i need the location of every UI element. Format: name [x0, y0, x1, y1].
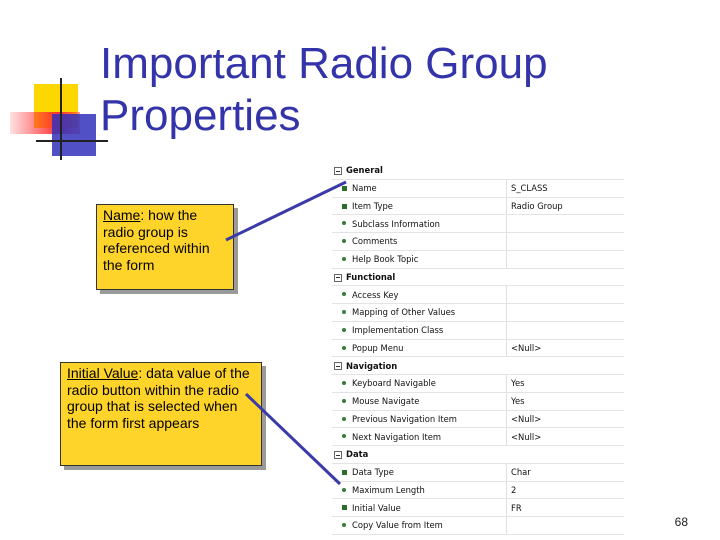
property-row[interactable]	[332, 499, 624, 517]
column-divider	[506, 340, 507, 357]
callout-name	[96, 204, 234, 290]
property-row[interactable]	[332, 251, 624, 269]
property-bullet-icon	[342, 239, 346, 243]
column-divider	[506, 198, 507, 215]
decorative-vertical-line	[60, 78, 62, 160]
property-name: Item Type	[352, 200, 393, 211]
column-divider	[506, 304, 507, 321]
property-bullet-icon	[342, 417, 346, 421]
property-value[interactable]: Yes	[511, 378, 525, 389]
collapse-icon[interactable]	[334, 167, 342, 175]
pointer-line-name	[226, 182, 346, 240]
property-group-header[interactable]	[332, 357, 624, 375]
property-value[interactable]: <Null>	[511, 413, 542, 424]
property-name: Data Type	[352, 467, 394, 478]
property-row[interactable]	[332, 304, 624, 322]
column-divider	[506, 215, 507, 232]
decorative-blue-square	[52, 114, 96, 156]
property-row[interactable]	[332, 464, 624, 482]
property-bullet-icon	[342, 257, 346, 261]
column-divider	[506, 322, 507, 339]
property-name: Name	[352, 183, 377, 194]
callout-initial-value-keyword: Initial Value	[67, 365, 139, 381]
property-value[interactable]: <Null>	[511, 342, 542, 353]
property-row[interactable]	[332, 393, 624, 411]
property-row[interactable]	[332, 517, 624, 535]
column-divider	[506, 375, 507, 392]
property-row[interactable]	[332, 411, 624, 429]
property-row[interactable]	[332, 215, 624, 233]
property-row[interactable]	[332, 340, 624, 358]
property-name: Navigation	[346, 360, 398, 371]
callout-name-text: : how the radio group is referenced within the form	[103, 207, 210, 273]
callout-name-keyword: Name	[103, 207, 141, 223]
property-row[interactable]	[332, 428, 624, 446]
property-name: Copy Value from Item	[352, 520, 443, 531]
column-divider	[506, 464, 507, 481]
property-bullet-icon	[342, 328, 346, 332]
column-divider	[506, 286, 507, 303]
property-name: General	[346, 165, 383, 176]
property-name: Comments	[352, 236, 398, 247]
property-value[interactable]: Char	[511, 467, 531, 478]
property-name: Functional	[346, 271, 396, 282]
collapse-icon[interactable]	[334, 451, 342, 459]
column-divider	[506, 251, 507, 268]
column-divider	[506, 499, 507, 516]
collapse-icon[interactable]	[334, 274, 342, 282]
property-bullet-icon	[342, 186, 347, 191]
property-name: Maximum Length	[352, 484, 425, 495]
property-name: Next Navigation Item	[352, 431, 442, 442]
property-row[interactable]	[332, 180, 624, 198]
column-divider	[506, 393, 507, 410]
property-group-header[interactable]	[332, 269, 624, 287]
property-value[interactable]: Radio Group	[511, 200, 563, 211]
property-row[interactable]	[332, 233, 624, 251]
callout-initial-value-text: : data value of the radio button within the radio group that is selected when the form first appears	[67, 365, 250, 431]
column-divider	[506, 411, 507, 428]
property-row[interactable]	[332, 322, 624, 340]
property-row[interactable]	[332, 198, 624, 216]
property-bullet-icon	[342, 204, 347, 209]
callout-initial-value	[60, 362, 262, 466]
collapse-icon[interactable]	[334, 362, 342, 370]
property-bullet-icon	[342, 488, 346, 492]
property-name: Popup Menu	[352, 342, 404, 353]
property-name: Data	[346, 449, 369, 460]
property-name: Previous Navigation Item	[352, 413, 457, 424]
property-bullet-icon	[342, 310, 346, 314]
property-row[interactable]	[332, 482, 624, 500]
property-value[interactable]: FR	[511, 502, 522, 513]
property-group-header[interactable]	[332, 446, 624, 464]
property-bullet-icon	[342, 523, 346, 527]
property-bullet-icon	[342, 505, 347, 510]
property-palette	[332, 162, 624, 531]
property-bullet-icon	[342, 346, 346, 350]
property-bullet-icon	[342, 399, 346, 403]
column-divider	[506, 517, 507, 534]
property-name: Initial Value	[352, 502, 401, 513]
property-name: Mouse Navigate	[352, 396, 420, 407]
property-name: Access Key	[352, 289, 399, 300]
property-name: Help Book Topic	[352, 254, 419, 265]
property-bullet-icon	[342, 381, 346, 385]
property-name: Implementation Class	[352, 325, 444, 336]
column-divider	[506, 233, 507, 250]
property-value[interactable]: Yes	[511, 396, 525, 407]
property-row[interactable]	[332, 375, 624, 393]
property-group-header[interactable]	[332, 162, 624, 180]
page-number: 68	[674, 515, 688, 529]
column-divider	[506, 482, 507, 499]
property-name: Keyboard Navigable	[352, 378, 436, 389]
property-value[interactable]: 2	[511, 484, 517, 495]
slide-title: Important Radio Group Properties	[100, 39, 548, 140]
column-divider	[506, 428, 507, 445]
property-value[interactable]: S_CLASS	[511, 183, 548, 194]
property-value[interactable]: <Null>	[511, 431, 542, 442]
property-name: Mapping of Other Values	[352, 307, 456, 318]
decorative-horizontal-line	[36, 140, 108, 142]
property-bullet-icon	[342, 470, 347, 475]
property-row[interactable]	[332, 286, 624, 304]
property-name: Subclass Information	[352, 218, 440, 229]
column-divider	[506, 180, 507, 197]
